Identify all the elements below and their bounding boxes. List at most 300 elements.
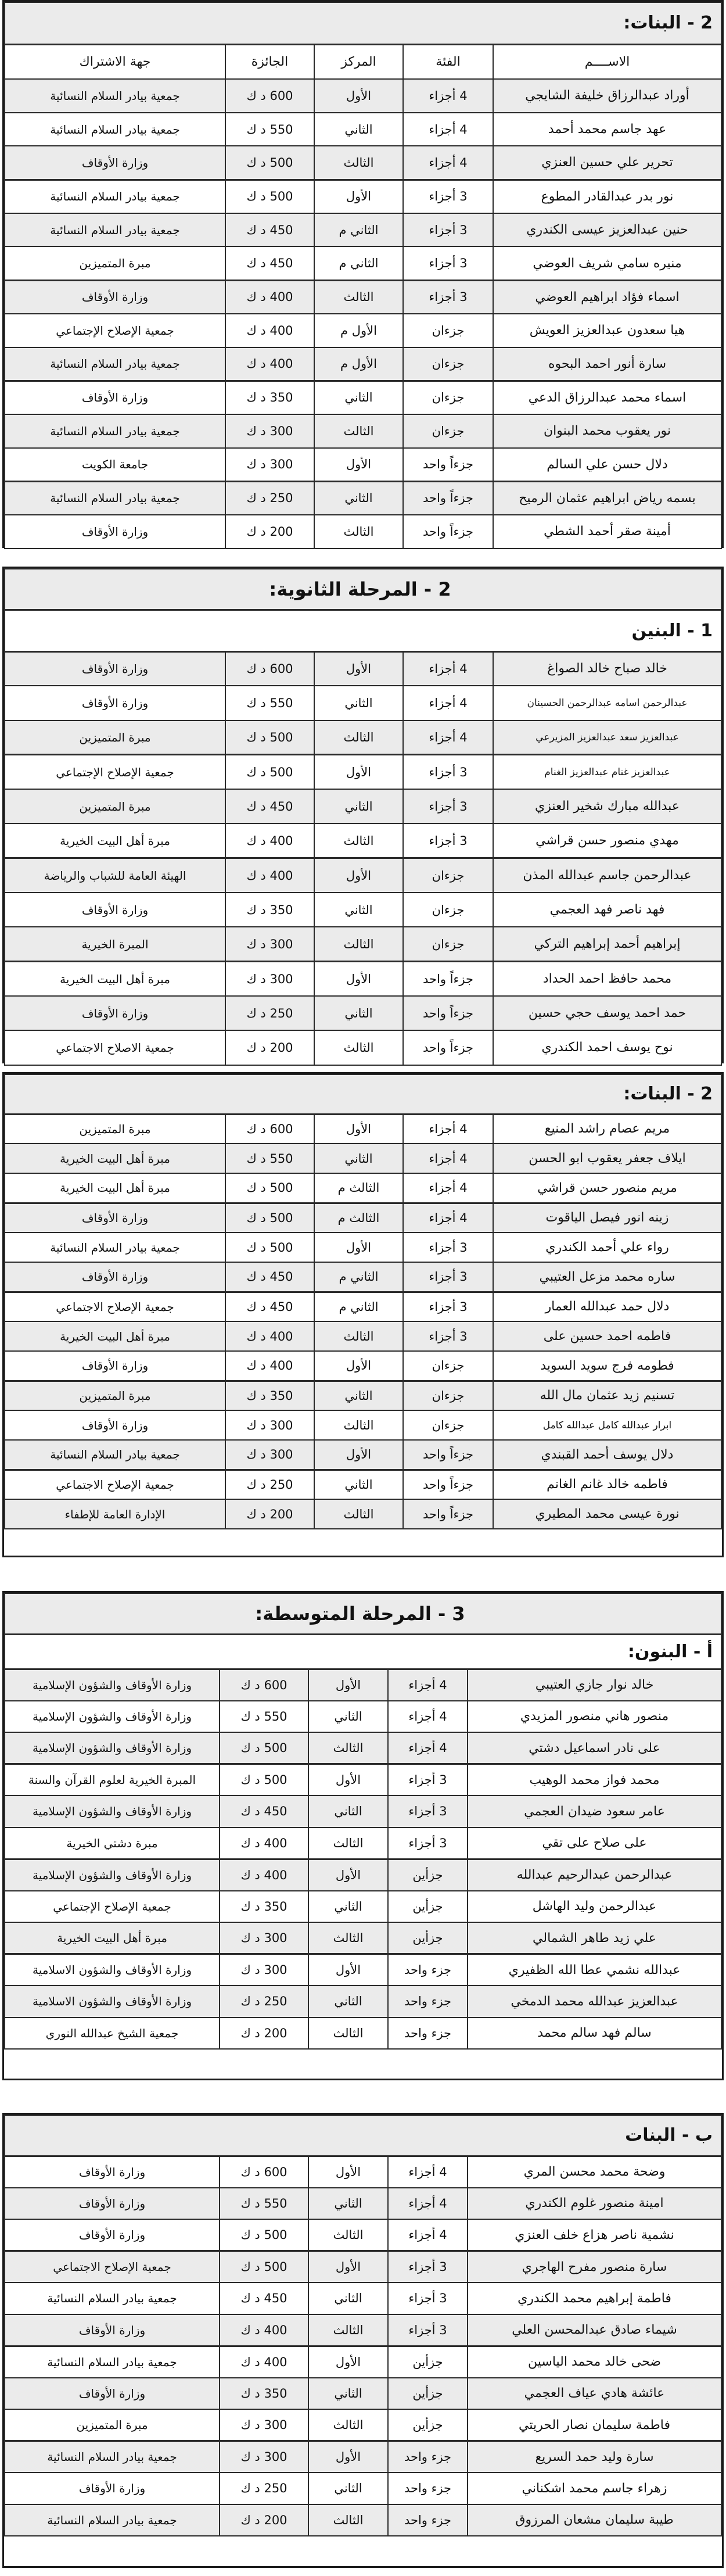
cell-org: وزارة الأوقاف والشؤون الإسلامية <box>5 1669 220 1701</box>
cell-place: الثاني <box>314 1470 403 1499</box>
cell-place: الثالث <box>314 1499 403 1529</box>
cell-place: الأول م <box>314 347 403 381</box>
cell-place: الثالث <box>308 2505 388 2536</box>
cell-name: شيماء صادق عبدالمحسن العلي <box>468 2315 721 2346</box>
cell-place: الثالث م <box>314 1203 403 1233</box>
cell-prize: 500 د ك <box>225 180 314 213</box>
cell-place: الثالث <box>314 927 403 961</box>
cell-place: الثالث <box>314 1321 403 1351</box>
cell-prize: 250 د ك <box>220 2473 308 2505</box>
table-row <box>5 2283 721 2315</box>
table-row <box>5 2219 721 2251</box>
table-row <box>5 1410 721 1440</box>
section-heading: ب - البنات <box>5 2115 721 2156</box>
cell-place: الثاني <box>308 1701 388 1733</box>
cell-org: جمعية بيادر السلام النسائية <box>5 2346 220 2378</box>
cell-name: علي زيد طاهر الشمالي <box>468 1922 721 1954</box>
cell-name: مريم عصام راشد المنيع <box>493 1114 721 1144</box>
cell-prize: 550 د ك <box>220 2188 308 2220</box>
cell-category: 3 أجزاء <box>403 1292 493 1321</box>
secondary-girls-table <box>4 1074 722 1529</box>
cell-name: نورة عيسى محمد المطيري <box>493 1499 721 1529</box>
cell-category: جزء واحد <box>388 1954 468 1986</box>
cell-name: خالد صباح خالد الصواغ <box>493 651 721 686</box>
cell-org: مبرة دشتي الخيرية <box>5 1828 220 1860</box>
cell-org: مبرة المتميزين <box>5 246 225 280</box>
cell-prize: 350 د ك <box>220 1891 308 1923</box>
cell-org: مبرة أهل البيت الخيرية <box>5 1321 225 1351</box>
cell-prize: 450 د ك <box>225 213 314 247</box>
cell-name: سارة منصور مفرح الهاجري <box>468 2251 721 2283</box>
cell-category: 4 أجزاء <box>403 651 493 686</box>
table-row <box>5 1262 721 1292</box>
cell-place: الثاني <box>314 381 403 414</box>
cell-prize: 500 د ك <box>220 2219 308 2251</box>
cell-prize: 400 د ك <box>225 347 314 381</box>
cell-place: الثالث <box>308 2315 388 2346</box>
cell-org: الإدارة العامة للإطفاء <box>5 1499 225 1529</box>
cell-place: الثالث <box>314 280 403 314</box>
cell-category: جزأين <box>388 2346 468 2378</box>
cell-name: عبدالرحمن جاسم عبدالله المذن <box>493 858 721 893</box>
table-row <box>5 180 721 213</box>
cell-place: الثاني <box>308 2283 388 2315</box>
cell-place: الأول <box>314 1440 403 1470</box>
cell-category: 3 أجزاء <box>403 213 493 247</box>
cell-place: الأول <box>308 2156 388 2188</box>
cell-name: على صلاح على تقي <box>468 1828 721 1860</box>
table-row <box>5 1292 721 1321</box>
cell-category: 3 أجزاء <box>403 280 493 314</box>
cell-org: جمعية بيادر السلام النسائية <box>5 113 225 146</box>
cell-prize: 200 د ك <box>220 2505 308 2536</box>
section-heading-row <box>5 1074 721 1114</box>
cell-name: فاطمه احمد حسين على <box>493 1321 721 1351</box>
cell-category: 4 أجزاء <box>388 1732 468 1764</box>
table-row <box>5 721 721 755</box>
cell-org: مبرة أهل البيت الخيرية <box>5 1144 225 1173</box>
cell-category: 3 أجزاء <box>403 1233 493 1262</box>
cell-place: الثالث <box>308 2409 388 2441</box>
stage-heading: 2 - المرحلة الثانوية: <box>5 569 721 610</box>
section-heading-row <box>5 1634 721 1669</box>
cell-org: وزارة الأوقاف <box>5 2219 220 2251</box>
column-header-category: الفئة <box>403 44 493 79</box>
cell-place: الثاني <box>308 1891 388 1923</box>
table-row <box>5 2188 721 2220</box>
cell-org: وزارة الأوقاف <box>5 893 225 927</box>
cell-org: جمعية بيادر السلام النسائية <box>5 2441 220 2473</box>
cell-prize: 450 د ك <box>220 2283 308 2315</box>
table-row <box>5 1203 721 1233</box>
table-row <box>5 1470 721 1499</box>
cell-category: 3 أجزاء <box>403 755 493 789</box>
cell-org: مبرة أهل البيت الخيرية <box>5 1173 225 1203</box>
cell-org: جمعية الشيخ عبدالله النوري <box>5 2018 220 2050</box>
cell-category: جزأين <box>388 1891 468 1923</box>
cell-place: الثالث <box>314 146 403 180</box>
cell-category: 4 أجزاء <box>403 113 493 146</box>
cell-name: نور يعقوب محمد البنوان <box>493 414 721 448</box>
cell-place: الثاني <box>314 481 403 515</box>
cell-category: جزءاً واحد <box>403 1440 493 1470</box>
table-row <box>5 1859 721 1891</box>
cell-name: فاطمة إبراهيم محمد الكندري <box>468 2283 721 2315</box>
cell-name: زهراء جاسم محمد اشكناني <box>468 2473 721 2505</box>
cell-name: فاطمة سليمان نصار الحريتي <box>468 2409 721 2441</box>
table-row <box>5 1669 721 1701</box>
cell-place: الثالث <box>314 414 403 448</box>
cell-name: تسنيم زيد عثمان مال الله <box>493 1381 721 1410</box>
girls-continued-table <box>4 2 722 549</box>
cell-place: الأول <box>314 651 403 686</box>
section-heading: 2 - البنات: <box>5 1074 721 1114</box>
cell-org: وزارة الأوقاف <box>5 2378 220 2410</box>
cell-name: حمد احمد يوسف حجي حسين <box>493 996 721 1030</box>
table-row <box>5 213 721 247</box>
cell-name: عبدالرحمن وليد الهاشل <box>468 1891 721 1923</box>
cell-prize: 300 د ك <box>220 1922 308 1954</box>
cell-org: جمعية بيادر السلام النسائية <box>5 2283 220 2315</box>
table-row <box>5 2346 721 2378</box>
cell-category: 3 أجزاء <box>403 246 493 280</box>
cell-category: جزءاً واحد <box>403 448 493 482</box>
column-header-org: جهة الاشتراك <box>5 44 225 79</box>
cell-prize: 400 د ك <box>225 280 314 314</box>
cell-prize: 300 د ك <box>225 927 314 961</box>
cell-org: جمعية الاصلاح الاجتماعي <box>5 1030 225 1065</box>
cell-name: عبدالله مبارك شخير العنزي <box>493 789 721 823</box>
cell-prize: 400 د ك <box>225 858 314 893</box>
stage-heading-row <box>5 1593 721 1634</box>
cell-prize: 400 د ك <box>220 2346 308 2378</box>
cell-name: سارة وليد حمد السريع <box>468 2441 721 2473</box>
cell-category: جزءاً واحد <box>403 515 493 549</box>
cell-place: الأول <box>308 1954 388 1986</box>
cell-name: عبدالعزيز سعد عبدالعزيز المزيرعي <box>493 721 721 755</box>
cell-place: الأول <box>308 2441 388 2473</box>
section-heading: 2 - البنات: <box>5 2 721 44</box>
cell-category: 4 أجزاء <box>388 1669 468 1701</box>
cell-org: مبرة أهل البيت الخيرية <box>5 823 225 858</box>
cell-place: الثالث <box>314 515 403 549</box>
cell-category: 3 أجزاء <box>388 2315 468 2346</box>
cell-prize: 350 د ك <box>225 381 314 414</box>
cell-org: جمعية بيادر السلام النسائية <box>5 213 225 247</box>
cell-category: جزءان <box>403 1351 493 1381</box>
table-row <box>5 2505 721 2536</box>
cell-category: جزءان <box>403 414 493 448</box>
table-row <box>5 314 721 347</box>
cell-place: الثاني <box>314 789 403 823</box>
cell-category: 3 أجزاء <box>388 1796 468 1828</box>
cell-place: الأول <box>314 755 403 789</box>
table-row <box>5 1828 721 1860</box>
cell-name: منيره سامي شريف العوضي <box>493 246 721 280</box>
cell-name: مهدي منصور حسن قراشي <box>493 823 721 858</box>
cell-org: جمعية بيادر السلام النسائية <box>5 1233 225 1262</box>
table-row <box>5 686 721 720</box>
cell-org: وزارة الأوقاف <box>5 2188 220 2220</box>
cell-place: الثاني <box>314 1144 403 1173</box>
cell-name: سالم فهد سالم محمد <box>468 2018 721 2050</box>
cell-category: 3 أجزاء <box>403 823 493 858</box>
cell-name: نور بدر عبدالقادر المطوع <box>493 180 721 213</box>
table-row <box>5 2378 721 2410</box>
cell-place: الأول <box>308 1764 388 1796</box>
table-row <box>5 1030 721 1065</box>
cell-name: فهد ناصر فهد العجمي <box>493 893 721 927</box>
cell-place: الثاني <box>308 2378 388 2410</box>
cell-prize: 450 د ك <box>220 1796 308 1828</box>
cell-prize: 500 د ك <box>225 1233 314 1262</box>
cell-category: جزءان <box>403 1410 493 1440</box>
cell-category: 3 أجزاء <box>403 789 493 823</box>
cell-prize: 200 د ك <box>225 515 314 549</box>
cell-place: الثالث <box>308 2018 388 2050</box>
cell-name: ايلاف جعفر يعقوب ابو الحسن <box>493 1144 721 1173</box>
cell-place: الثالث <box>314 1410 403 1440</box>
cell-category: جزءان <box>403 858 493 893</box>
table-row <box>5 2409 721 2441</box>
table-row <box>5 651 721 686</box>
table-row <box>5 1173 721 1203</box>
cell-org: جمعية الإصلاح الإجتماعي <box>5 314 225 347</box>
table-row <box>5 893 721 927</box>
cell-category: جزأين <box>388 2409 468 2441</box>
cell-org: مبرة المتميزين <box>5 721 225 755</box>
cell-name: دلال يوسف أحمد القبندي <box>493 1440 721 1470</box>
cell-name: عامر سعود ضيدان العجمي <box>468 1796 721 1828</box>
table-row <box>5 755 721 789</box>
table-row <box>5 1144 721 1173</box>
cell-org: وزارة الأوقاف <box>5 1262 225 1292</box>
column-header-name: الاســــم <box>493 44 721 79</box>
cell-org: وزارة الأوقاف <box>5 1351 225 1381</box>
cell-prize: 200 د ك <box>220 2018 308 2050</box>
cell-name: سارة أنور احمد البحوه <box>493 347 721 381</box>
cell-org: جمعية بيادر السلام النسائية <box>5 79 225 113</box>
cell-place: الثاني <box>314 1381 403 1410</box>
cell-prize: 250 د ك <box>225 996 314 1030</box>
cell-org: وزارة الأوقاف <box>5 2315 220 2346</box>
table-row <box>5 823 721 858</box>
cell-name: على نادر اسماعيل دشتي <box>468 1732 721 1764</box>
table-row <box>5 1954 721 1986</box>
cell-org: مبرة المتميزين <box>5 2409 220 2441</box>
table-row <box>5 2473 721 2505</box>
table-row <box>5 789 721 823</box>
cell-place: الأول <box>314 1233 403 1262</box>
cell-prize: 200 د ك <box>225 1030 314 1065</box>
cell-category: 4 أجزاء <box>403 686 493 720</box>
cell-name: دلال حمد عبدالله العمار <box>493 1292 721 1321</box>
table-row <box>5 1796 721 1828</box>
table-row <box>5 1499 721 1529</box>
cell-org: جمعية الإصلاح الاجتماعي <box>5 1292 225 1321</box>
table-row <box>5 515 721 549</box>
stage-heading-row <box>5 569 721 610</box>
cell-name: ضحى خالد محمد الياسين <box>468 2346 721 2378</box>
table-row <box>5 280 721 314</box>
intermediate-boys-block <box>2 1591 724 2080</box>
cell-org: وزارة الأوقاف <box>5 686 225 720</box>
cell-name: منصور هاني منصور المزيدي <box>468 1701 721 1733</box>
cell-name: ابرار عبدالله كامل عبدالله كامل <box>493 1410 721 1440</box>
cell-name: أمينة صقر أحمد الشطي <box>493 515 721 549</box>
cell-category: 4 أجزاء <box>388 2156 468 2188</box>
cell-org: الهيئة العامة للشباب والرياضة <box>5 858 225 893</box>
cell-category: جزءان <box>403 893 493 927</box>
cell-org: وزارة الأوقاف والشؤون الإسلامية <box>5 1732 220 1764</box>
cell-prize: 550 د ك <box>225 113 314 146</box>
cell-category: جزءان <box>403 381 493 414</box>
cell-category: 4 أجزاء <box>388 2219 468 2251</box>
cell-prize: 400 د ك <box>220 1859 308 1891</box>
cell-name: فاطمه خالد غانم الغانم <box>493 1470 721 1499</box>
cell-prize: 400 د ك <box>225 1351 314 1381</box>
cell-prize: 400 د ك <box>220 2315 308 2346</box>
cell-org: جمعية بيادر السلام النسائية <box>5 2505 220 2536</box>
cell-place: الثاني <box>314 113 403 146</box>
cell-prize: 300 د ك <box>225 448 314 482</box>
cell-category: جزءاً واحد <box>403 1030 493 1065</box>
cell-org: وزارة الأوقاف <box>5 515 225 549</box>
table-row <box>5 414 721 448</box>
cell-name: إبراهيم أحمد إبراهيم التركي <box>493 927 721 961</box>
cell-place: الثالث <box>308 1922 388 1954</box>
cell-name: عائشة هادي عياف العجمي <box>468 2378 721 2410</box>
cell-prize: 200 د ك <box>225 1499 314 1529</box>
cell-org: جمعية بيادر السلام النسائية <box>5 1440 225 1470</box>
cell-place: الأول <box>314 1351 403 1381</box>
cell-prize: 350 د ك <box>225 893 314 927</box>
cell-category: جزء واحد <box>388 2018 468 2050</box>
cell-prize: 250 د ك <box>225 1470 314 1499</box>
cell-name: بسمه رياض ابراهيم عثمان الرميح <box>493 481 721 515</box>
cell-org: جمعية الإصلاح الاجتماعي <box>5 2251 220 2283</box>
cell-category: 4 أجزاء <box>403 1203 493 1233</box>
cell-prize: 500 د ك <box>225 721 314 755</box>
cell-org: جمعية بيادر السلام النسائية <box>5 180 225 213</box>
table-row <box>5 381 721 414</box>
cell-category: 4 أجزاء <box>403 1144 493 1173</box>
table-row <box>5 2018 721 2050</box>
cell-category: 4 أجزاء <box>403 721 493 755</box>
cell-name: أوراد عبدالرزاق خليفة الشايجي <box>493 79 721 113</box>
cell-prize: 300 د ك <box>225 962 314 996</box>
girls-continued-block <box>2 0 724 548</box>
cell-org: جمعية بيادر السلام النسائية <box>5 414 225 448</box>
table-row <box>5 1114 721 1144</box>
cell-category: 3 أجزاء <box>388 2251 468 2283</box>
section-heading-row <box>5 610 721 651</box>
table-row <box>5 113 721 146</box>
cell-name: دلال حسن علي السالم <box>493 448 721 482</box>
cell-prize: 500 د ك <box>220 1764 308 1796</box>
cell-org: مبرة أهل البيت الخيرية <box>5 962 225 996</box>
cell-category: 3 أجزاء <box>388 2283 468 2315</box>
cell-name: فطومه فرج سويد السويد <box>493 1351 721 1381</box>
cell-category: جزءان <box>403 314 493 347</box>
table-row <box>5 1891 721 1923</box>
cell-category: جزءاً واحد <box>403 962 493 996</box>
table-row <box>5 146 721 180</box>
cell-category: جزءان <box>403 1381 493 1410</box>
cell-name: عبدالرحمن اسامه عبدالرحمن الحسينان <box>493 686 721 720</box>
cell-org: مبرة المتميزين <box>5 1381 225 1410</box>
cell-place: الأول <box>314 79 403 113</box>
section-heading-row <box>5 2115 721 2156</box>
cell-org: مبرة المتميزين <box>5 1114 225 1144</box>
cell-name: زينه انور فيصل الياقوت <box>493 1203 721 1233</box>
section-heading-row <box>5 2 721 44</box>
cell-prize: 400 د ك <box>220 1828 308 1860</box>
cell-place: الأول <box>314 448 403 482</box>
cell-place: الثاني م <box>314 1262 403 1292</box>
table-row <box>5 1233 721 1262</box>
cell-prize: 500 د ك <box>225 1203 314 1233</box>
cell-category: جزءان <box>403 347 493 381</box>
cell-category: 4 أجزاء <box>403 1173 493 1203</box>
cell-prize: 250 د ك <box>220 1986 308 2018</box>
cell-category: 3 أجزاء <box>388 1764 468 1796</box>
cell-org: وزارة الأوقاف والشؤون الإسلامية <box>5 1796 220 1828</box>
cell-name: حنين عبدالعزيز عيسى الكندري <box>493 213 721 247</box>
cell-org: جمعية بيادر السلام النسائية <box>5 347 225 381</box>
cell-prize: 500 د ك <box>220 1732 308 1764</box>
cell-category: جزءاً واحد <box>403 996 493 1030</box>
secondary-boys-table <box>4 568 722 1066</box>
cell-prize: 450 د ك <box>225 1292 314 1321</box>
table-row <box>5 2251 721 2283</box>
cell-org: وزارة الأوقاف <box>5 2473 220 2505</box>
cell-category: جزء واحد <box>388 2473 468 2505</box>
cell-place: الثالث <box>308 1732 388 1764</box>
table-row <box>5 79 721 113</box>
cell-category: جزء واحد <box>388 1986 468 2018</box>
cell-org: وزارة الأوقاف والشؤون الإسلامية <box>5 1859 220 1891</box>
cell-prize: 600 د ك <box>225 1114 314 1144</box>
cell-place: الأول <box>308 1669 388 1701</box>
cell-place: الثاني <box>308 2188 388 2220</box>
table-row <box>5 1986 721 2018</box>
cell-name: عهد جاسم محمد أحمد <box>493 113 721 146</box>
cell-prize: 500 د ك <box>220 2251 308 2283</box>
intermediate-girls-table <box>4 2115 722 2536</box>
cell-place: الأول <box>314 180 403 213</box>
cell-org: وزارة الأوقاف <box>5 1410 225 1440</box>
cell-org: وزارة الأوقاف <box>5 996 225 1030</box>
secondary-girls-block <box>2 1072 724 1557</box>
cell-org: وزارة الأوقاف والشؤون الإسلامية <box>5 1701 220 1733</box>
cell-place: الثاني م <box>314 213 403 247</box>
cell-place: الأول <box>308 1859 388 1891</box>
cell-prize: 500 د ك <box>225 1173 314 1203</box>
cell-category: 4 أجزاء <box>403 79 493 113</box>
cell-place: الأول م <box>314 314 403 347</box>
table-row <box>5 481 721 515</box>
cell-category: 3 أجزاء <box>403 180 493 213</box>
cell-org: وزارة الأوقاف <box>5 280 225 314</box>
cell-prize: 450 د ك <box>225 789 314 823</box>
cell-prize: 400 د ك <box>225 314 314 347</box>
column-header-place: المركز <box>314 44 403 79</box>
cell-place: الثالث <box>314 823 403 858</box>
cell-org: وزارة الأوقاف <box>5 2156 220 2188</box>
cell-prize: 550 د ك <box>225 686 314 720</box>
column-header-prize: الجائزة <box>225 44 314 79</box>
